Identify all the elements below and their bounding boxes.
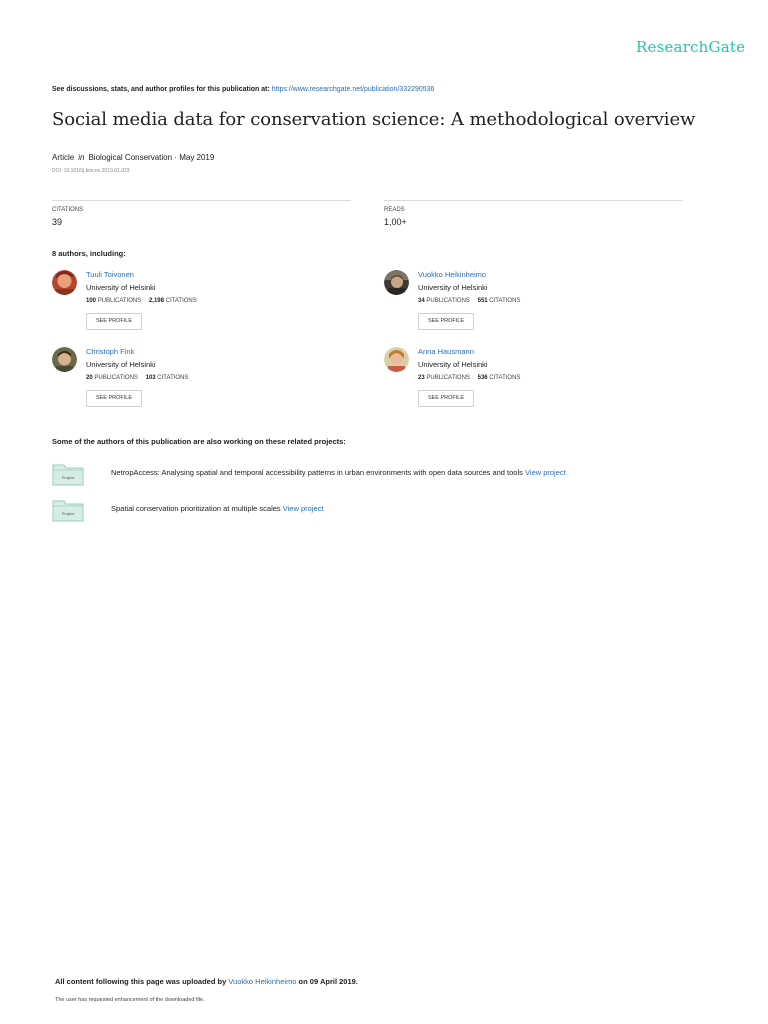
author-card (52, 270, 352, 340)
discussion-prefix: See discussions, stats, and author profiles for this publication at: (52, 86, 270, 93)
uploader-link[interactable]: Vuokko Heikinheimo (228, 977, 297, 986)
reads-label: READS (384, 207, 405, 213)
in-label: in (78, 153, 85, 162)
project-title: Spatial conservation prioritization at multiple scales (111, 504, 281, 513)
project-description (111, 504, 323, 513)
publication-url-link[interactable]: https://www.researchgate.net/publication/332290536 (271, 86, 435, 93)
author-name[interactable]: Vuokko Heikinheimo (418, 270, 487, 279)
see-profile-button[interactable]: SEE PROFILE (86, 390, 142, 407)
researchgate-logo[interactable]: ResearchGate (636, 38, 746, 56)
avatar[interactable] (384, 270, 409, 295)
publications-count: 20 (86, 375, 93, 381)
discussion-line (52, 86, 434, 93)
authors-heading: 8 authors, including: (52, 249, 126, 258)
author-name[interactable]: Anna Hausmann (418, 347, 474, 356)
citations-count: 2,198 (148, 298, 164, 304)
view-project-link[interactable]: View project (282, 504, 324, 513)
author-card (384, 347, 684, 417)
upload-note (55, 977, 358, 986)
avatar[interactable] (52, 347, 77, 372)
reads-divider (384, 200, 683, 201)
publications-count: 34 (418, 298, 425, 304)
project-folder-icon (52, 462, 84, 486)
publications-count: 23 (418, 375, 425, 381)
project-folder-icon (52, 498, 84, 522)
folder-label: Project (61, 475, 75, 480)
folder-label: Project (61, 511, 75, 516)
author-name[interactable]: Christoph Fink (86, 347, 135, 356)
avatar[interactable] (384, 347, 409, 372)
article-type: Article (52, 153, 75, 162)
publications-label: PUBLICATIONS (426, 375, 470, 381)
project-item (52, 462, 732, 490)
paper-title: Social media data for conservation science: A methodological overview (52, 109, 696, 130)
author-stats (86, 298, 203, 304)
author-stats (418, 298, 526, 304)
publications-label: PUBLICATIONS (94, 375, 138, 381)
project-title: NetropAccess: Analysing spatial and temporal accessibility patterns in urban environments with open data sources and tools (111, 468, 523, 477)
publications-label: PUBLICATIONS (97, 298, 142, 304)
view-project-link[interactable]: View project (525, 468, 566, 477)
doi-text: DOI: 10.1016/j.biocon.2019.01.023 (52, 168, 130, 174)
author-institution: University of Helsinki (86, 283, 156, 292)
citations-count: 551 (477, 298, 488, 304)
author-institution: University of Helsinki (418, 283, 488, 292)
publications-count: 100 (86, 298, 97, 304)
citations-value: 39 (52, 217, 63, 227)
citations-label: CITATIONS (165, 298, 197, 304)
citations-count: 103 (145, 375, 156, 381)
author-name[interactable]: Tuuli Toivonen (86, 270, 134, 279)
citations-label: CITATIONS (52, 207, 84, 213)
author-card (384, 270, 684, 340)
journal-name: Biological Conservation (88, 153, 173, 162)
see-profile-button[interactable]: SEE PROFILE (418, 390, 474, 407)
author-stats (418, 375, 526, 381)
article-meta (52, 153, 214, 162)
author-institution: University of Helsinki (418, 360, 488, 369)
project-item (52, 498, 732, 526)
project-description (111, 468, 566, 477)
upload-suffix: on 09 April 2019. (298, 977, 358, 986)
citations-count: 536 (477, 375, 488, 381)
citations-label: CITATIONS (489, 298, 521, 304)
upload-prefix: All content following this page was uploaded by (55, 977, 227, 986)
publish-date: · May 2019 (174, 153, 215, 162)
author-stats (86, 375, 194, 381)
author-card (52, 347, 352, 417)
see-profile-button[interactable]: SEE PROFILE (418, 313, 474, 330)
author-institution: University of Helsinki (86, 360, 156, 369)
citations-label: CITATIONS (157, 375, 189, 381)
citations-label: CITATIONS (489, 375, 521, 381)
see-profile-button[interactable]: SEE PROFILE (86, 313, 142, 330)
enhancement-note: The user has requested enhancement of the downloaded file. (55, 997, 205, 1003)
avatar[interactable] (52, 270, 77, 295)
publications-label: PUBLICATIONS (426, 298, 470, 304)
reads-value: 1,00+ (384, 217, 407, 227)
related-projects-heading: Some of the authors of this publication are also working on these related projects: (52, 437, 346, 446)
citations-divider (52, 200, 351, 201)
